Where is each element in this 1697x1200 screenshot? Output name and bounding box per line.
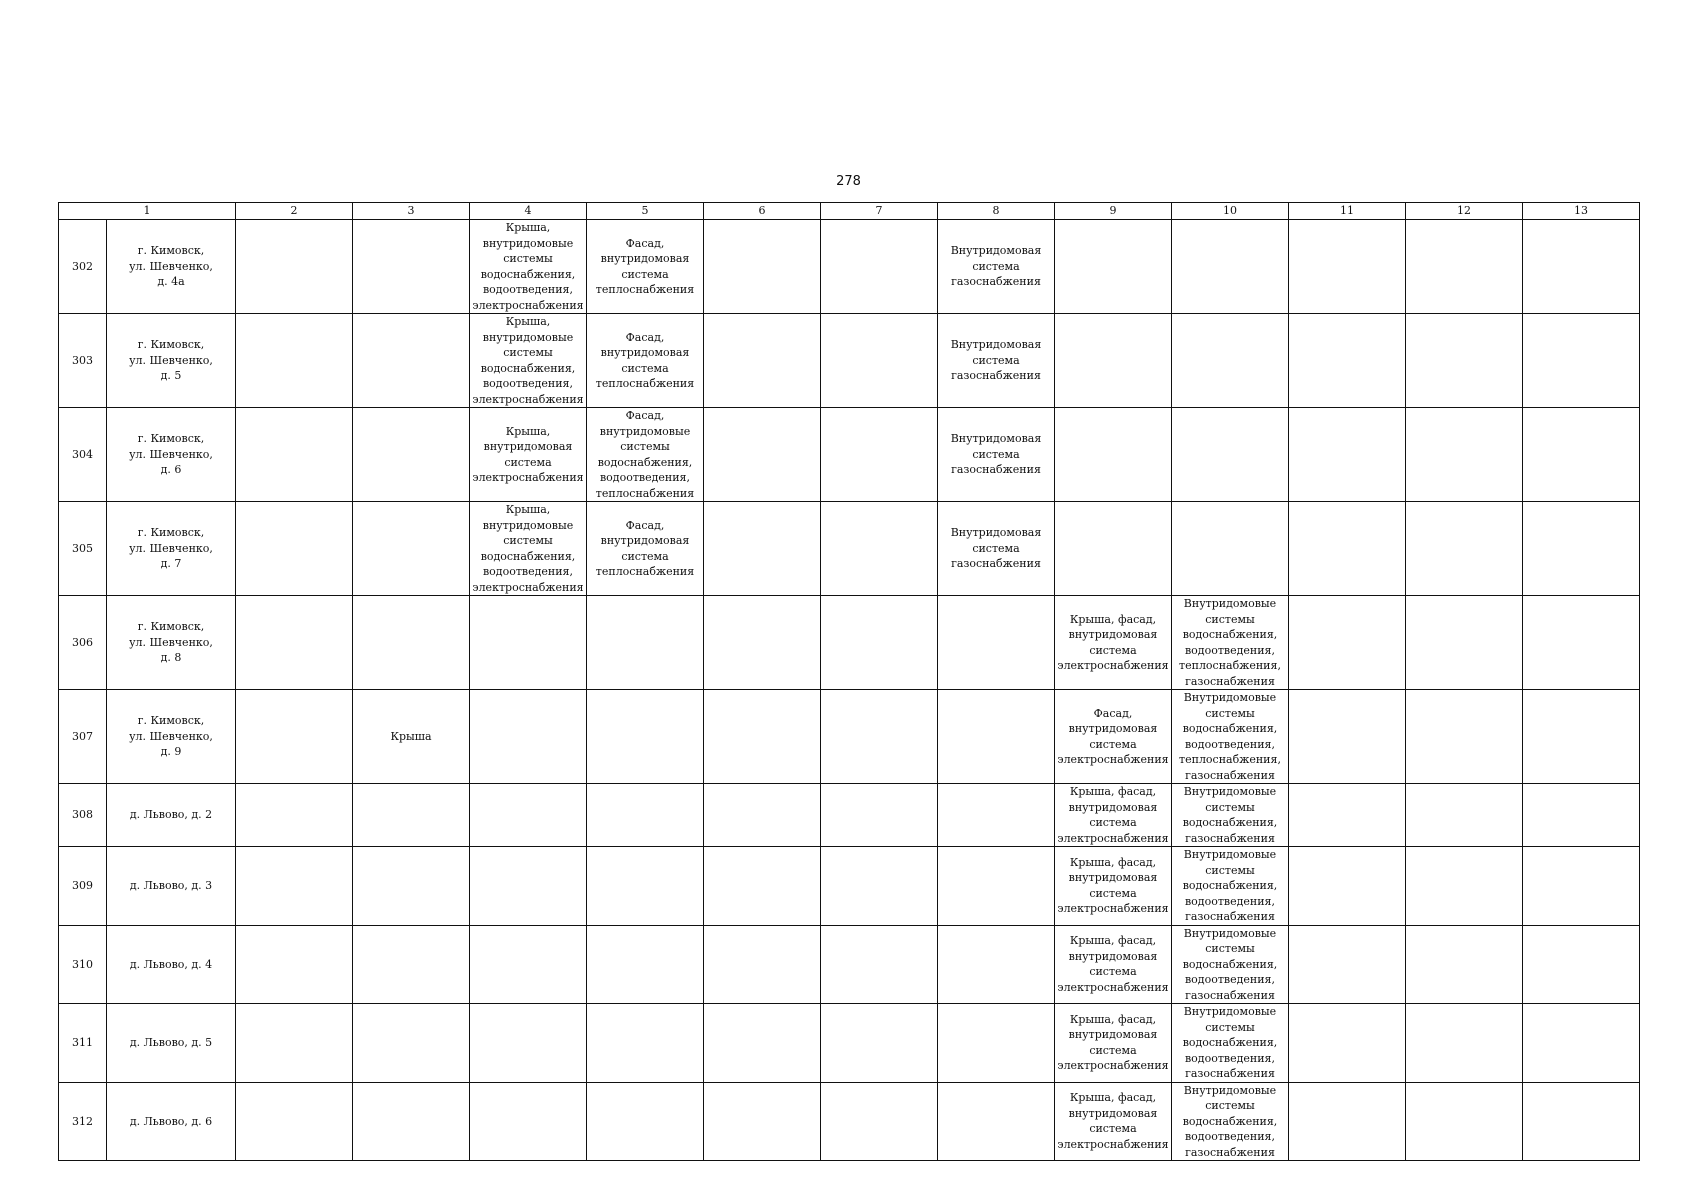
col-10-cell [1172,1004,1289,1083]
cell-text: 303 [72,353,93,367]
table-row [59,1004,1640,1083]
cell-text: Внутридомовые системы водоснабжения, водоотведения, газоснабжения [1182,926,1278,1002]
col-3-cell [353,1082,470,1161]
col-13-cell [1523,847,1640,926]
col-7-cell [821,220,938,314]
address-cell [107,784,236,847]
row-number-cell [59,314,107,408]
cell-text: Внутридомовые системы водоснабжения, водоотведения, газоснабжения [1182,1083,1278,1159]
col-12-cell [1406,690,1523,784]
col-4-cell [470,925,587,1004]
cell-text: Фасад, внутридомовые системы водоснабжения, водоотведения, теплоснабжения [595,409,695,500]
col-7-cell [821,408,938,502]
col-10-cell [1172,502,1289,596]
cell-text: 309 [72,879,93,892]
col-2-cell [236,220,353,314]
table-row [59,596,1640,690]
address-cell [107,690,236,784]
cell-text: Внутридомовая система газоснабжения [950,432,1042,477]
col-2-cell [236,1082,353,1161]
cell-text: Фасад, внутридомовая система теплоснабжения [595,236,695,296]
col-8-cell [938,408,1055,502]
cell-text: д. Львово, д. 3 [129,879,213,892]
cell-text: Крыша, внутридомовые системы водоснабжения, водоотведения, электроснабжения [472,315,584,406]
col-3-cell [353,408,470,502]
table-row [59,408,1640,502]
cell-text: Внутридомовые системы водоснабжения, водоотведения, газоснабжения [1182,848,1278,923]
row-number-cell [59,847,107,926]
cell-text: г. Кимовск, ул. Шевченко, д. 9 [129,714,213,759]
column-header: 6 [704,203,821,220]
col-9-cell [1055,408,1172,502]
column-header: 2 [236,203,353,220]
col-2-cell [236,784,353,847]
cell-text: г. Кимовск, ул. Шевченко, д. 4а [129,244,213,289]
col-10-cell [1172,220,1289,314]
address-cell [107,847,236,926]
cell-text: 304 [72,447,93,461]
cell-text: Фасад, внутридомовая система электроснабжения [1057,706,1169,766]
col-7-cell [821,596,938,690]
col-3-cell [353,847,470,926]
col-5-cell [587,690,704,784]
col-10-cell [1172,314,1289,408]
col-10-cell [1172,925,1289,1004]
col-11-cell [1289,408,1406,502]
cell-text: Внутридомовые системы водоснабжения, водоотведения, теплоснабжения, газоснабжения [1179,597,1281,688]
column-header: 5 [587,203,704,220]
cell-text: г. Кимовск, ул. Шевченко, д. 8 [129,620,213,665]
table-row [59,925,1640,1004]
col-2-cell [236,1004,353,1083]
cell-text: Крыша, фасад, внутридомовая система электроснабжения [1057,855,1169,916]
cell-text: 302 [72,259,93,273]
col-6-cell [704,1004,821,1083]
works-table [58,202,1640,1161]
col-9-cell [1055,314,1172,408]
column-header: 12 [1406,203,1523,220]
row-number-cell [59,690,107,784]
row-number-cell [59,1004,107,1083]
cell-text: 307 [72,729,93,743]
col-5-cell [587,220,704,314]
col-13-cell [1523,1004,1640,1083]
col-12-cell [1406,220,1523,314]
col-3-cell [353,1004,470,1083]
col-12-cell [1406,847,1523,926]
cell-text: Крыша, фасад, внутридомовая система электроснабжения [1057,785,1169,845]
cell-text: г. Кимовск, ул. Шевченко, д. 5 [129,338,213,383]
col-4-cell [470,1082,587,1161]
col-10-cell [1172,408,1289,502]
col-13-cell [1523,408,1640,502]
col-11-cell [1289,596,1406,690]
col-3-cell [353,784,470,847]
col-2-cell [236,847,353,926]
cell-text: 311 [72,1036,93,1049]
row-number-cell [59,596,107,690]
col-3-cell [353,690,470,784]
col-7-cell [821,1082,938,1161]
col-5-cell [587,1082,704,1161]
col-10-cell [1172,596,1289,690]
cell-text: д. Львово, д. 5 [129,1036,213,1049]
col-8-cell [938,784,1055,847]
col-13-cell [1523,220,1640,314]
cell-text: Крыша, фасад, внутридомовая система электроснабжения [1057,934,1169,994]
col-7-cell [821,1004,938,1083]
cell-text: д. Львово, д. 4 [129,957,213,971]
column-header: 13 [1523,203,1640,220]
col-10-cell [1172,784,1289,847]
col-11-cell [1289,1004,1406,1083]
cell-text: д. Львово, д. 2 [129,808,213,822]
col-13-cell [1523,925,1640,1004]
row-number-cell [59,408,107,502]
cell-text: 306 [72,635,93,649]
cell-text: 305 [72,541,93,555]
address-cell [107,925,236,1004]
table-row [59,847,1640,926]
col-6-cell [704,596,821,690]
cell-text: Крыша, фасад, внутридомовая система электроснабжения [1057,1012,1169,1073]
col-6-cell [704,314,821,408]
col-8-cell [938,1004,1055,1083]
cell-text: Крыша, внутридомовая система электроснабжения [472,424,584,484]
col-8-cell [938,314,1055,408]
address-cell [107,502,236,596]
col-12-cell [1406,408,1523,502]
col-4-cell [470,784,587,847]
cell-text: д. Львово, д. 6 [129,1114,213,1128]
col-8-cell [938,925,1055,1004]
cell-text: 312 [72,1114,93,1128]
table-row [59,314,1640,408]
col-4-cell [470,408,587,502]
header-row [59,203,1640,220]
col-4-cell [470,690,587,784]
col-10-cell [1172,690,1289,784]
address-cell [107,1004,236,1083]
table-row [59,784,1640,847]
col-11-cell [1289,220,1406,314]
col-4-cell [470,596,587,690]
col-5-cell [587,847,704,926]
cell-text: Крыша, внутридомовые системы водоснабжения, водоотведения, электроснабжения [472,221,584,312]
col-9-cell [1055,502,1172,596]
col-11-cell [1289,314,1406,408]
col-3-cell [353,220,470,314]
address-cell [107,220,236,314]
col-9-cell [1055,925,1172,1004]
col-5-cell [587,1004,704,1083]
col-5-cell [587,784,704,847]
column-header: 11 [1289,203,1406,220]
col-7-cell [821,690,938,784]
col-11-cell [1289,925,1406,1004]
col-7-cell [821,502,938,596]
col-7-cell [821,784,938,847]
column-header: 8 [938,203,1055,220]
col-9-cell [1055,690,1172,784]
col-9-cell [1055,784,1172,847]
cell-text: Фасад, внутридомовая система теплоснабжения [595,330,695,390]
col-7-cell [821,925,938,1004]
col-12-cell [1406,596,1523,690]
col-12-cell [1406,1082,1523,1161]
cell-text: Внутридомовая система газоснабжения [950,244,1042,289]
col-13-cell [1523,1082,1640,1161]
cell-text: Крыша, внутридомовые системы водоснабжения, водоотведения, электроснабжения [472,503,584,594]
cell-text: Внутридомовая система газоснабжения [950,338,1042,383]
col-13-cell [1523,784,1640,847]
col-4-cell [470,847,587,926]
col-6-cell [704,925,821,1004]
col-8-cell [938,690,1055,784]
col-6-cell [704,502,821,596]
table-row [59,502,1640,596]
col-9-cell [1055,220,1172,314]
row-number-cell [59,925,107,1004]
cell-text: Внутридомовые системы водоснабжения, газоснабжения [1182,785,1278,845]
col-5-cell [587,596,704,690]
col-8-cell [938,1082,1055,1161]
table-row [59,220,1640,314]
cell-text: Внутридомовые системы водоснабжения, водоотведения, теплоснабжения, газоснабжения [1179,691,1281,782]
col-4-cell [470,220,587,314]
col-5-cell [587,925,704,1004]
col-7-cell [821,314,938,408]
address-cell [107,314,236,408]
col-3-cell [353,314,470,408]
col-10-cell [1172,1082,1289,1161]
col-12-cell [1406,502,1523,596]
col-2-cell [236,408,353,502]
cell-text: Крыша [390,729,432,743]
col-12-cell [1406,925,1523,1004]
col-12-cell [1406,784,1523,847]
cell-text: 308 [72,808,93,822]
row-number-cell [59,502,107,596]
col-11-cell [1289,847,1406,926]
col-4-cell [470,502,587,596]
col-6-cell [704,408,821,502]
col-2-cell [236,690,353,784]
cell-text: г. Кимовск, ул. Шевченко, д. 6 [129,432,213,477]
col-8-cell [938,847,1055,926]
row-number-cell [59,784,107,847]
cell-text: Крыша, фасад, внутридомовая система электроснабжения [1057,612,1169,672]
address-cell [107,408,236,502]
col-9-cell [1055,596,1172,690]
cell-text: 310 [72,957,93,971]
col-11-cell [1289,784,1406,847]
col-2-cell [236,925,353,1004]
page-number: 278 [836,174,861,189]
col-10-cell [1172,847,1289,926]
col-5-cell [587,408,704,502]
col-2-cell [236,596,353,690]
col-5-cell [587,502,704,596]
col-9-cell [1055,1004,1172,1083]
col-6-cell [704,1082,821,1161]
col-11-cell [1289,502,1406,596]
col-3-cell [353,596,470,690]
col-6-cell [704,847,821,926]
col-11-cell [1289,1082,1406,1161]
col-13-cell [1523,596,1640,690]
col-13-cell [1523,314,1640,408]
col-8-cell [938,220,1055,314]
col-6-cell [704,690,821,784]
col-8-cell [938,502,1055,596]
col-3-cell [353,502,470,596]
col-9-cell [1055,1082,1172,1161]
col-6-cell [704,784,821,847]
table-row [59,690,1640,784]
col-11-cell [1289,690,1406,784]
col-2-cell [236,502,353,596]
col-4-cell [470,1004,587,1083]
col-13-cell [1523,690,1640,784]
address-cell [107,596,236,690]
col-9-cell [1055,847,1172,926]
col-3-cell [353,925,470,1004]
cell-text: Внутридомовая система газоснабжения [950,526,1042,571]
row-number-cell [59,1082,107,1161]
column-header: 9 [1055,203,1172,220]
col-8-cell [938,596,1055,690]
col-2-cell [236,314,353,408]
cell-text: Фасад, внутридомовая система теплоснабжения [595,518,695,578]
column-header: 10 [1172,203,1289,220]
col-12-cell [1406,1004,1523,1083]
column-header: 1 [59,203,236,220]
cell-text: г. Кимовск, ул. Шевченко, д. 7 [129,526,213,571]
col-7-cell [821,847,938,926]
col-6-cell [704,220,821,314]
col-4-cell [470,314,587,408]
table-row [59,1082,1640,1161]
cell-text: Крыша, фасад, внутридомовая система электроснабжения [1057,1091,1169,1151]
column-header: 7 [821,203,938,220]
row-number-cell [59,220,107,314]
col-5-cell [587,314,704,408]
col-12-cell [1406,314,1523,408]
cell-text: Внутридомовые системы водоснабжения, водоотведения, газоснабжения [1182,1005,1278,1080]
address-cell [107,1082,236,1161]
column-header: 3 [353,203,470,220]
column-header: 4 [470,203,587,220]
col-13-cell [1523,502,1640,596]
